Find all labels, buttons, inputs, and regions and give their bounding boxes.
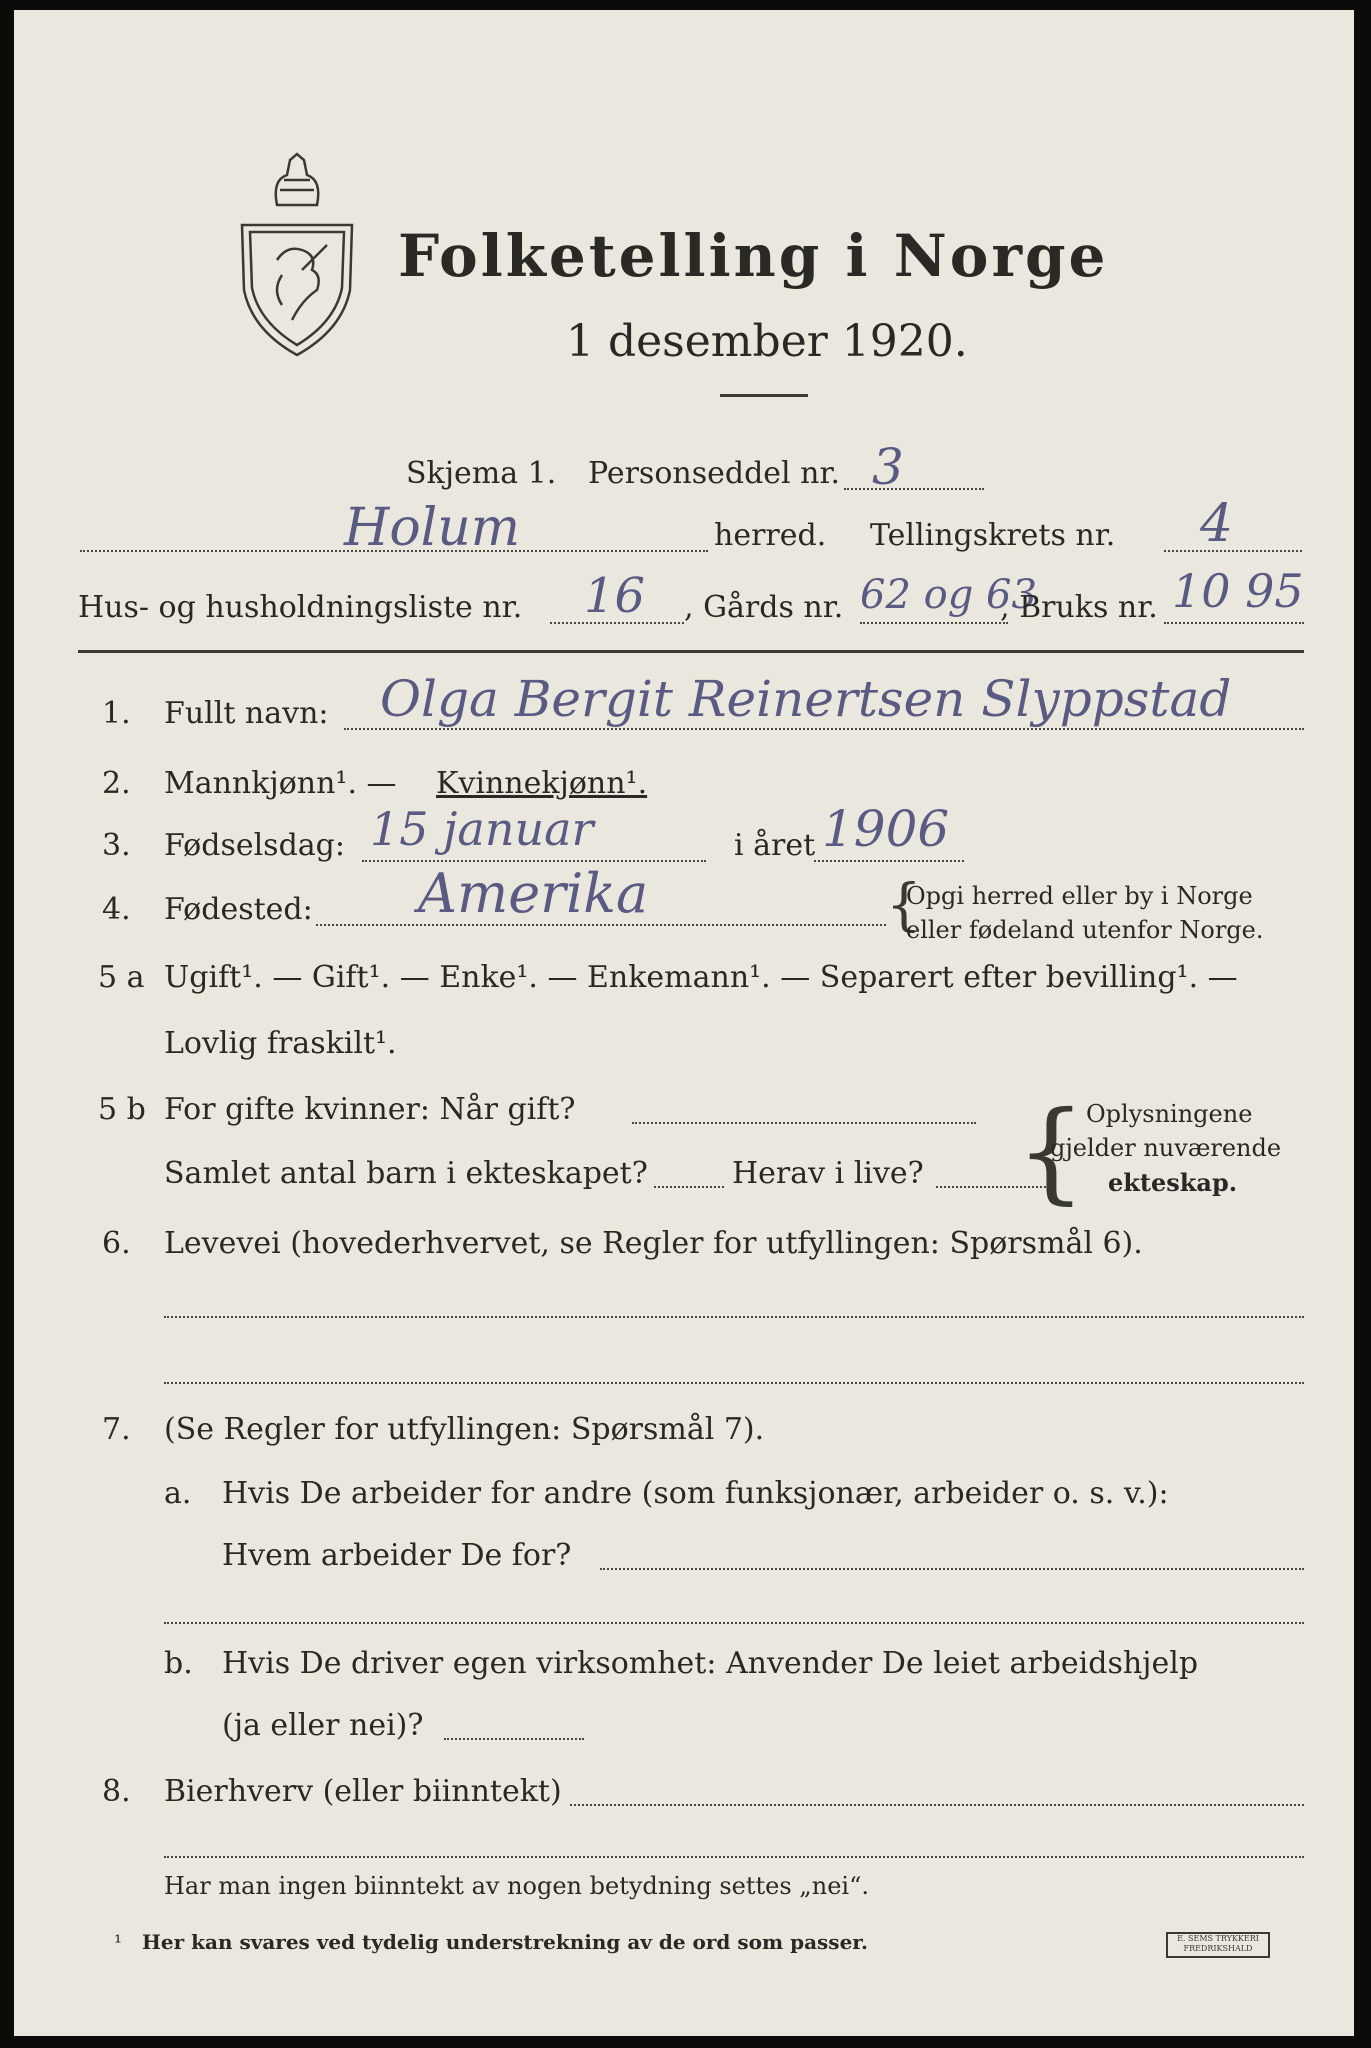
q5b-brace: { <box>1016 1087 1086 1215</box>
husliste-value: 16 <box>584 568 646 624</box>
title-divider <box>720 394 808 397</box>
hired-help-field[interactable] <box>444 1738 584 1740</box>
footnote-mark: ¹ <box>114 1930 123 1954</box>
q5b-number: 5 b <box>98 1092 146 1127</box>
census-date: 1 desember 1920. <box>566 316 968 367</box>
header-separator <box>78 650 1304 653</box>
q4-label: Fødested: <box>164 892 313 927</box>
q7-number: 7. <box>102 1412 131 1447</box>
bruks-value: 10 95 <box>1172 564 1304 618</box>
q7b-yes-no-label: (ja eller nei)? <box>222 1708 424 1743</box>
printer-stamp-line1: E. SEMS TRYKKERI <box>1177 1934 1259 1943</box>
q5a-options-cont[interactable]: Lovlig fraskilt¹. <box>164 1026 397 1061</box>
tellingskrets-label: Tellingskrets nr. <box>870 518 1116 553</box>
personseddel-label: Personseddel nr. <box>588 456 841 491</box>
herred-value: Holum <box>344 498 521 558</box>
full-name-value: Olga Bergit Reinertsen Slyppstad <box>380 670 1232 728</box>
q5a-number: 5 a <box>98 960 145 995</box>
side-income-field-2[interactable] <box>164 1856 1304 1858</box>
gards-value: 62 og 63 <box>860 572 1037 618</box>
side-income-field-1[interactable] <box>570 1804 1304 1806</box>
husliste-label: Hus- og husholdningsliste nr. <box>78 590 523 625</box>
q4-note-line2: eller fødeland utenfor Norge. <box>906 916 1264 944</box>
q7a-letter: a. <box>164 1476 192 1511</box>
q8-number: 8. <box>102 1774 131 1809</box>
children-total-field[interactable] <box>654 1186 724 1188</box>
q4-number: 4. <box>102 892 131 927</box>
personseddel-field[interactable] <box>844 488 984 490</box>
q5b-note-line1: Oplysningene <box>1086 1100 1253 1128</box>
q3-number: 3. <box>102 828 131 863</box>
q7b-text: Hvis De driver egen virksomhet: Anvender De leiet arbeidshjelp <box>222 1646 1199 1681</box>
birth-year-value: 1906 <box>822 800 950 858</box>
birth-year-field[interactable] <box>814 860 964 862</box>
personseddel-value: 3 <box>872 438 904 496</box>
q6-number: 6. <box>102 1226 131 1261</box>
occupation-field-2[interactable] <box>164 1382 1304 1384</box>
census-form <box>14 10 1354 2036</box>
q3-label: Fødselsdag: <box>164 828 345 863</box>
q1-label: Fullt navn: <box>164 696 329 731</box>
gards-label: , Gårds nr. <box>684 590 844 625</box>
marriage-date-field[interactable] <box>632 1122 976 1124</box>
skjema-label: Skjema 1. <box>406 456 557 491</box>
coat-of-arms-icon <box>232 150 362 360</box>
q8-label: Bierhverv (eller biinntekt) <box>164 1774 562 1809</box>
children-alive-label: Herav i live? <box>732 1156 924 1191</box>
q7b-letter: b. <box>164 1646 193 1681</box>
q6-label: Levevei (hovederhvervet, se Regler for utfyllingen: Spørsmål 6). <box>164 1226 1143 1261</box>
employer-field-1[interactable] <box>600 1568 1304 1570</box>
bruks-field[interactable] <box>1164 622 1304 624</box>
employer-field-2[interactable] <box>164 1622 1304 1624</box>
bruks-label: , Bruks nr. <box>1000 590 1158 625</box>
option-mannkjonn[interactable]: Mannkjønn¹. — <box>164 766 397 801</box>
birth-year-label: i året <box>734 828 816 863</box>
form-title: Folketelling i Norge <box>398 222 1109 290</box>
full-name-field[interactable] <box>344 728 1304 730</box>
q5b-label: For gifte kvinner: Når gift? <box>164 1092 576 1127</box>
q5a-options[interactable]: Ugift¹. — Gift¹. — Enke¹. — Enkemann¹. — Separert efter bevilling¹. — <box>164 960 1238 995</box>
q7a-text: Hvis De arbeider for andre (som funksjonær, arbeider o. s. v.): <box>222 1476 1169 1511</box>
side-income-note: Har man ingen biinntekt av nogen betydning settes „nei“. <box>164 1872 869 1900</box>
herred-label: herred. <box>714 518 827 553</box>
q7-label: (Se Regler for utfyllingen: Spørsmål 7). <box>164 1412 765 1447</box>
q7a-employer-label: Hvem arbeider De for? <box>222 1538 572 1573</box>
q2-number: 2. <box>102 766 131 801</box>
birthdate-value: 15 januar <box>370 802 594 856</box>
footnote: Her kan svares ved tydelig understrekning av de ord som passer. <box>142 1930 868 1954</box>
q5b-note-line3: ekteskap. <box>1108 1168 1238 1197</box>
printer-stamp-line2: FREDRIKSHALD <box>1183 1944 1253 1953</box>
printer-stamp <box>1166 1932 1270 1958</box>
gards-field[interactable] <box>860 622 1008 624</box>
q1-number: 1. <box>102 696 131 731</box>
q5b-note-line2: gjelder nuværende <box>1050 1134 1282 1162</box>
children-total-label: Samlet antal barn i ekteskapet? <box>164 1156 648 1191</box>
q4-brace: { <box>886 873 922 938</box>
occupation-field-1[interactable] <box>164 1316 1304 1318</box>
q4-note-line1: Opgi herred eller by i Norge <box>906 882 1253 910</box>
birthplace-value: Amerika <box>418 862 649 925</box>
option-kvinnekjonn[interactable]: Kvinnekjønn¹. <box>436 766 648 801</box>
tellingskrets-value: 4 <box>1200 494 1234 554</box>
